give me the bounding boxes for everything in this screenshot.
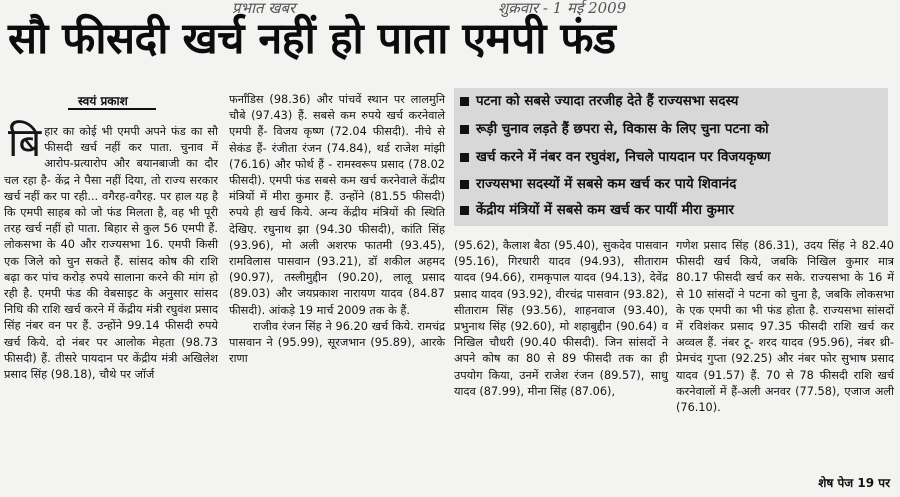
highlight-text: केंद्रीय मंत्रियों में सबसे कम खर्च कर पायीं मीरा कुमार bbox=[476, 203, 734, 218]
square-bullet-icon bbox=[460, 125, 469, 134]
highlight-text: खर्च करने में नंबर वन रघुवंश, निचले पायदान पर विजयकृष्ण bbox=[476, 150, 771, 165]
highlights-box bbox=[454, 88, 888, 226]
byline-rule bbox=[68, 108, 156, 110]
article-column-4 bbox=[676, 238, 894, 416]
highlight-item bbox=[460, 119, 769, 140]
article-column-1 bbox=[4, 120, 218, 383]
square-bullet-icon bbox=[460, 97, 469, 106]
byline: स्वयं प्रकाश bbox=[78, 94, 128, 108]
square-bullet-icon bbox=[460, 153, 469, 162]
highlight-text: राज्यसभा सदस्यों में सबसे कम खर्च कर पाये शिवानंद bbox=[476, 177, 737, 192]
handwritten-publication: प्रभात खबर bbox=[232, 0, 296, 17]
article-text-2b: राजीव रंजन सिंह ने 96.20 खर्च किये. रामचंद्र पासवान ने (95.99), सूरजभान (95.89), आरके राणा bbox=[229, 319, 445, 366]
dropcap: बि bbox=[8, 120, 42, 166]
square-bullet-icon bbox=[460, 206, 469, 215]
highlight-item bbox=[460, 147, 770, 168]
highlight-item bbox=[460, 200, 734, 221]
article-text-4: गणेश प्रसाद सिंह (86.31), उदय सिंह ने 82.40 फीसदी खर्च किये, जबकि निखिल कुमार मात्र 80.17 फीसदी खर्च कर सके. राज्यसभा के 16 में से 10 सांसदों ने पटना को चुना है, जबकि लोकसभा के एक एमपी का भी फंड होता है. राज्यसभा सांसदों में रविशंकर प्रसाद 97.35 फीसदी राशि खर्च कर अव्वल हैं. नंबर टू- शरद यादव (95.96), नंबर थ्री-प्रेमचंद गुप्ता (92.25) और नंबर फोर सुभाष प्रसाद यादव (91.57) हैं. 70 से 78 फीसदी राशि खर्च करनेवालों में हैं-अली अनवर (77.58), एजाज अली (76.10). bbox=[676, 239, 894, 415]
highlight-item bbox=[460, 174, 736, 195]
square-bullet-icon bbox=[460, 180, 469, 189]
continued-note bbox=[676, 474, 890, 491]
continued-text: शेष पेज 19 पर bbox=[818, 476, 890, 490]
highlight-text: रूड़ी चुनाव लड़ते हैं छपरा से, विकास के लिए चुना पटना को bbox=[476, 122, 769, 137]
article-text-1: हार का कोई भी एमपी अपने फंड का सौ फीसदी खर्च नहीं कर पाता. चुनाव में आरोप-प्रत्यारोप और बयानबाजी का दौर चल रहा है- केंद्र ने पैसा नहीं दिया, तो राज्य सरकार खर्च नहीं कर पा रही... वगैरह-वगैरह. पर हाल यह है कि एमपी साहब को जो फंड मिलता है, वह भी पूरी तरह खर्च नहीं हो पाता. बिहार से कुल 56 एमपी हैं. लोकसभा के 40 और राज्यसभा 16. एमपी किसी एक जिले को चुन सकते हैं. सांसद कोष की राशि बढ़ा कर पांच करोड़ रुपये सालाना करने की मांग हो रही है. एमपी फंड की वेबसाइट के अनुसार सांसद निधि की राशि खर्च करने में केंद्रीय मंत्री रघुवंश प्रसाद सिंह नंबर वन पर हैं. उन्होंने 99.14 फीसदी रुपये खर्च किये. दो नंबर पर आलोक मेहता (98.73 फीसदी) हैं. तीसरे पायदान पर केंद्रीय मंत्री अखिलेश प्रसाद सिंह (98.18), चौथे पर जॉर्ज bbox=[4, 125, 218, 382]
highlight-text: पटना को सबसे ज्यादा तरजीह देते हैं राज्यसभा सदस्य bbox=[476, 94, 739, 109]
article-column-3 bbox=[454, 238, 668, 400]
handwritten-date: शुक्रवार - 1 मई 2009 bbox=[498, 0, 627, 17]
article-column-2 bbox=[229, 92, 445, 367]
article-text-3: (95.62), कैलाश बैठा (95.40), सुकदेव पासवान (95.16), गिरधारी यादव (94.93), सीताराम यादव (94.66), रामकृपाल यादव (94.13), देवेंद्र प्रसाद यादव (93.92), वीरचंद्र पासवान (93.82), सीताराम सिंह (93.56), शाहनवाज (93.40), प्रभुनाथ सिंह (92.60), मो शहाबुद्दीन (90.64) व निखिल चौधरी (90.40 फीसदी). जिन सांसदों ने अपने कोष का 80 से 89 फीसदी तक का ही उपयोग किया, उनमें राजेश रंजन (89.57), साधु यादव (87.99), मीना सिंह (87.06), bbox=[454, 239, 668, 398]
headline: सौ फीसदी खर्च नहीं हो पाता एमपी फंड bbox=[8, 14, 616, 64]
article-text-2: फर्नांडिस (98.36) और पांचवें स्थान पर लालमुनि चौबे (97.43) हैं. सबसे कम रुपये खर्च करनेवाले एमपी हैं- विजय कृष्ण (72.04 फीसदी). नीचे से सेकंड हैं- रंजीता रंजन (74.84), थर्ड राजेश मांझी (76.16) और फोर्थ हैं - रामस्वरूप प्रसाद (78.02 फीसदी). एमपी फंड सबसे कम खर्च करनेवाले केंद्रीय मंत्रियों में मीरा कुमार हैं. उन्होंने (81.55 फीसदी) रुपये ही खर्च किये. अन्य केंद्रीय मंत्रियों की स्थिति देखिए. रघुनाथ झा (94.30 फीसदी), कांति सिंह (93.96), मो अली अशरफ फातमी (93.45), रामविलास पासवान (93.21), डॉ शकील अहमद (90.97), तस्लीमुद्दीन (90.20), लालू प्रसाद (89.03) और जयप्रकाश नारायण यादव (84.87 फीसदी). आंकड़े 19 मार्च 2009 तक के हैं. bbox=[229, 93, 445, 317]
highlight-item bbox=[460, 91, 738, 112]
